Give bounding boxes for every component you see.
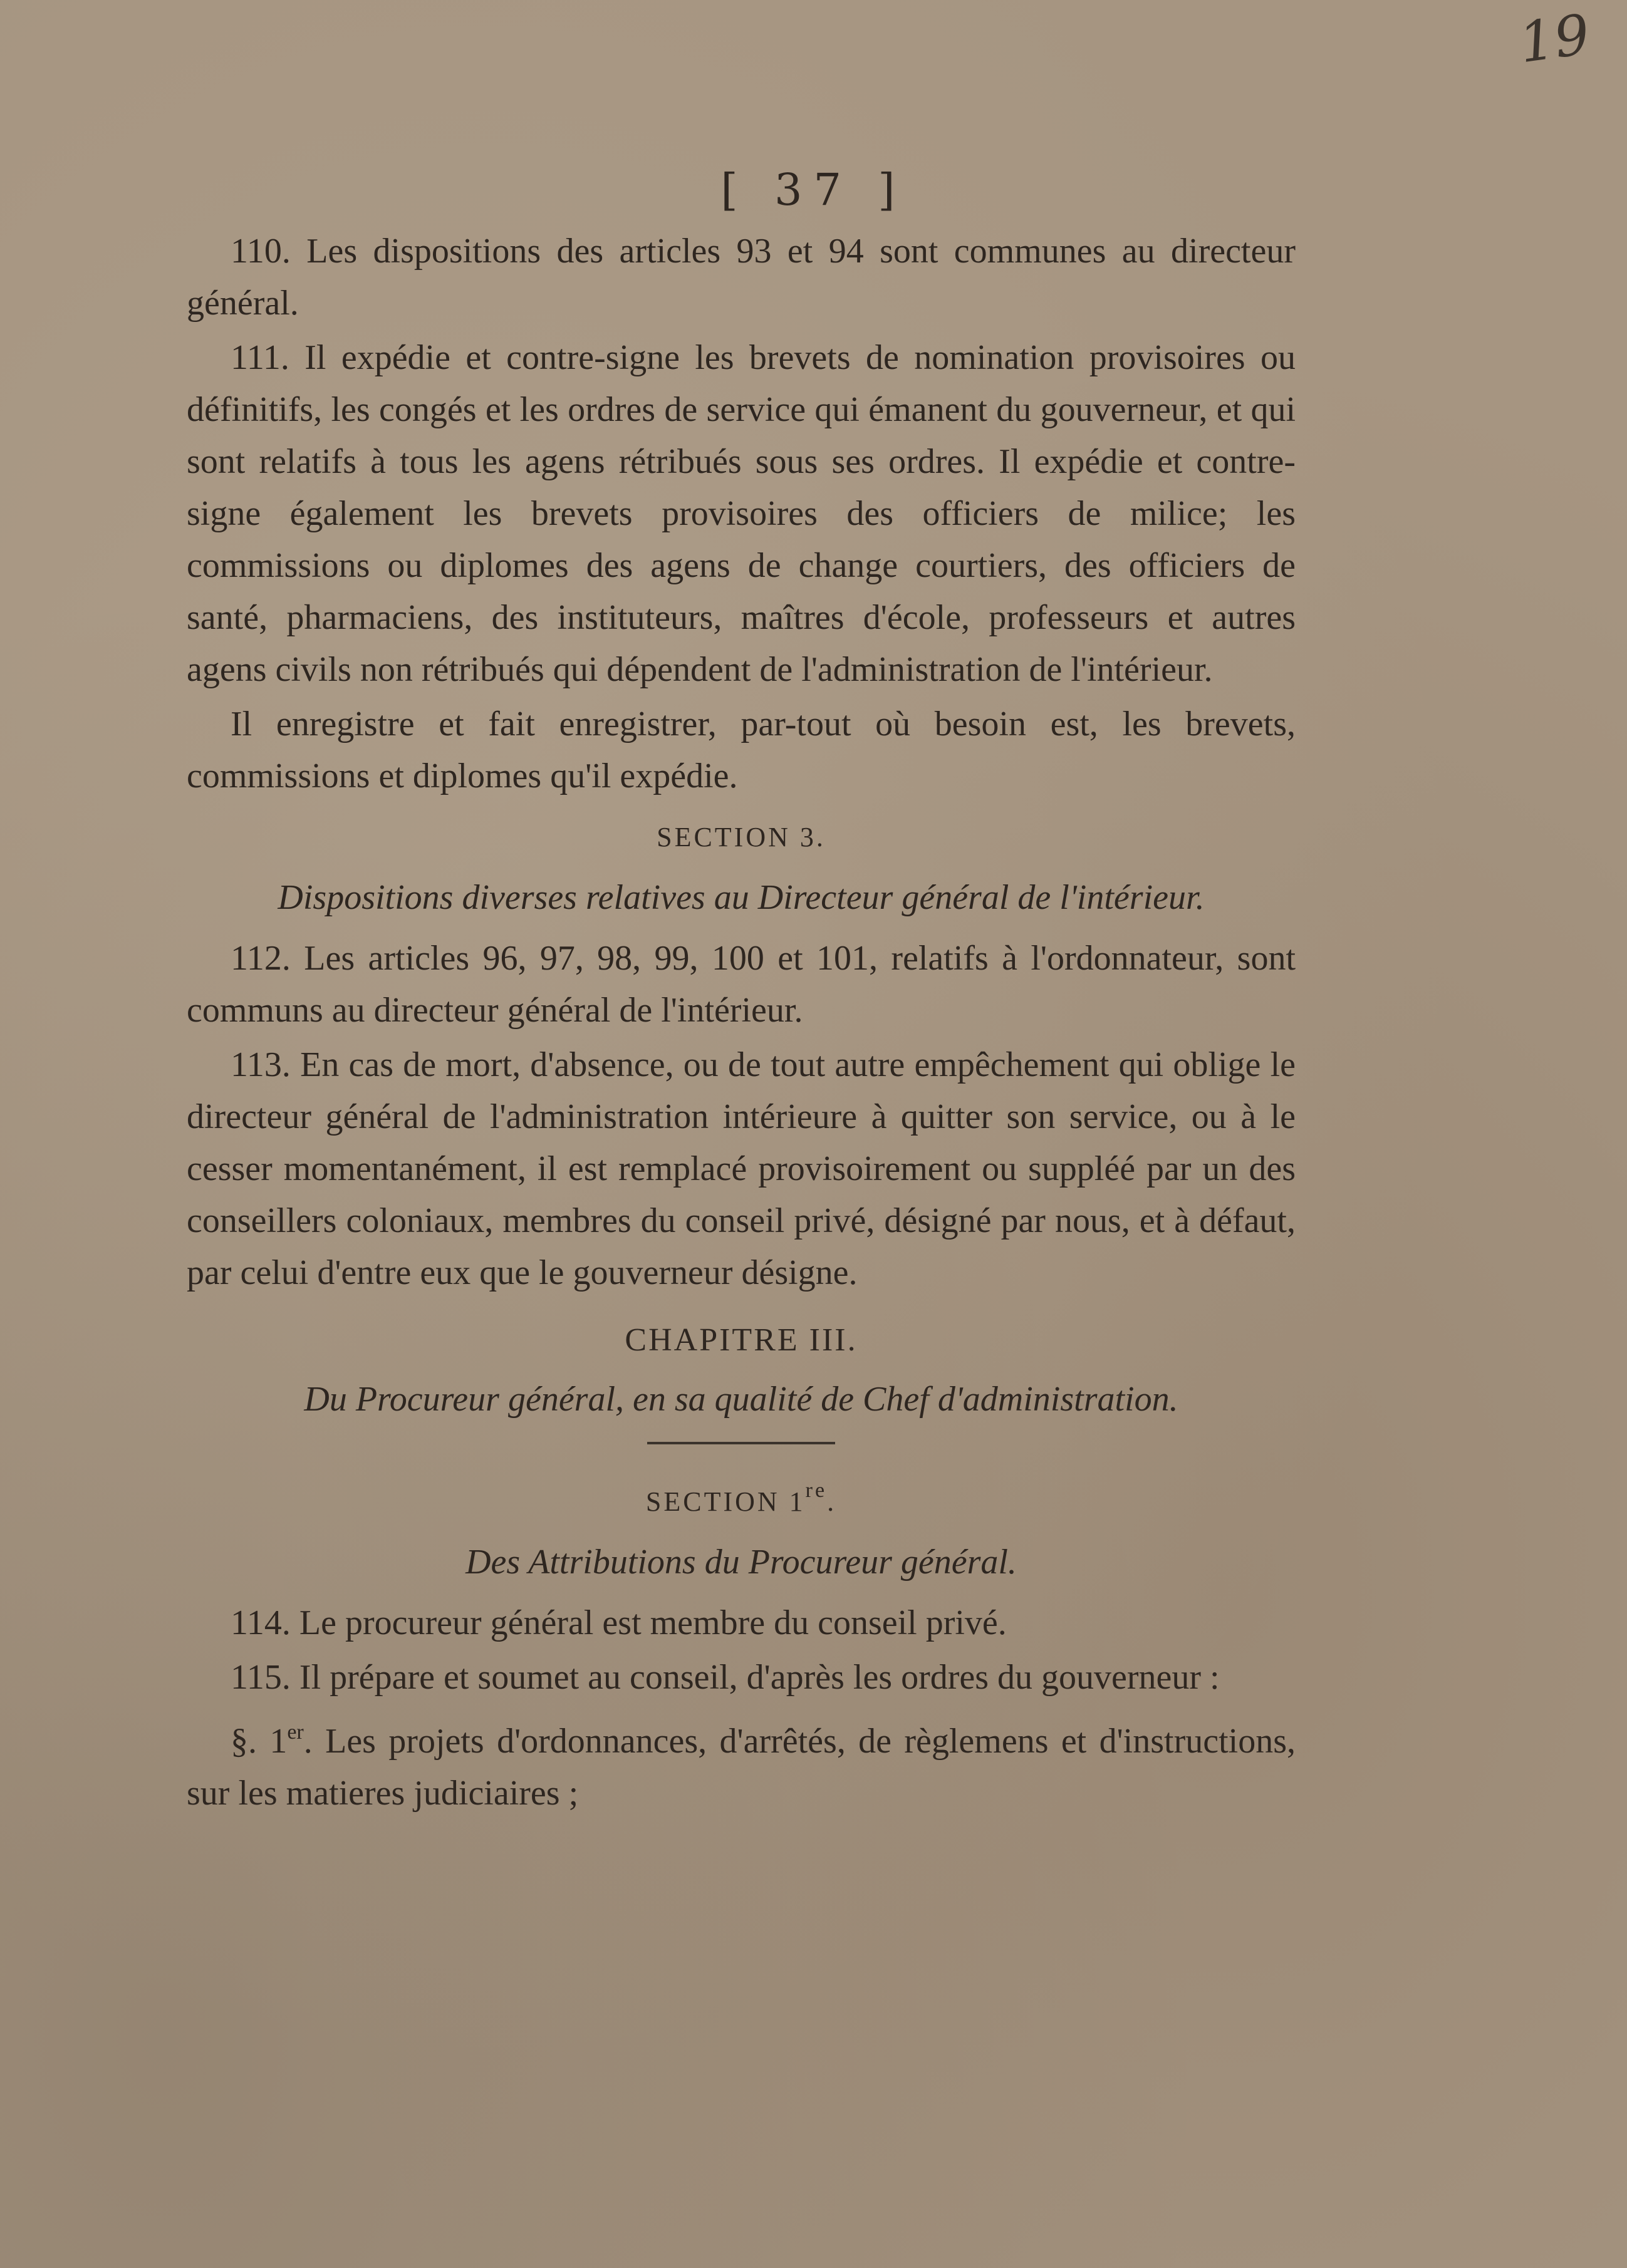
article-111-b: Il enregistre et fait enregistrer, par-tout où besoin est, les brevets, commissions et diplomes qu'il expédie. bbox=[187, 705, 1296, 795]
section-1-sup: re bbox=[805, 1479, 828, 1502]
body-text bbox=[187, 225, 1296, 1822]
section-3-heading: SECTION 3. bbox=[657, 822, 826, 852]
section-1-label: SECTION 1 bbox=[645, 1486, 806, 1517]
folio-mark: 19 bbox=[1515, 1, 1594, 76]
chapter-heading: CHAPITRE III. bbox=[625, 1322, 858, 1358]
article-112: 112. Les articles 96, 97, 98, 99, 100 et 101, relatifs à l'ordonnateur, sont communs au directeur général de l'intérieur. bbox=[187, 939, 1296, 1030]
chapter-title: Du Procureur général, en sa qualité de Chef d'administration. bbox=[304, 1380, 1178, 1419]
article-113: 113. En cas de mort, d'absence, ou de tout autre empêchement qui oblige le directeur général de l'administration intérieure à quitter son service, ou à le cesser momentanément, il est remplacé provisoirement ou suppléé par un des conseillers coloniaux, membres du conseil privé, désigné par nous, et à défaut, par celui d'entre eux que le gouverneur désigne. bbox=[187, 1045, 1296, 1292]
section-3-title: Dispositions diverses relatives au Directeur général de l'intérieur. bbox=[278, 878, 1205, 917]
article-110: 110. Les dispositions des articles 93 et 94 sont communes au directeur général. bbox=[187, 232, 1296, 323]
paragraph-1 bbox=[187, 1706, 1296, 1820]
page-number: [ 37 ] bbox=[720, 164, 907, 215]
paragraph-1-sup: er bbox=[287, 1721, 304, 1744]
section-1-title: Des Attributions du Procureur général. bbox=[465, 1543, 1017, 1582]
article-115: 115. Il prépare et soumet au conseil, d'après les ordres du gouverneur : bbox=[231, 1658, 1220, 1697]
section-1-heading: SECTION 1re. bbox=[645, 1479, 837, 1517]
article-111: 111. Il expédie et contre-signe les brevets de nomination provisoires ou définitifs, les congés et les ordres de service qui émanent du gouverneur, et qui sont relatifs à tous les agens rétribués sous ses ordres. Il expédie et contre-signe également les brevets provisoires des officiers de milice; les commissions ou diplomes des agens de change courtiers, des officiers de santé, pharmaciens, des instituteurs, maîtres d'école, professeurs et autres agens civils non rétribués qui dépendent de l'administration de l'intérieur. bbox=[187, 338, 1296, 689]
divider bbox=[647, 1442, 835, 1444]
article-114: 114. Le procureur général est membre du conseil privé. bbox=[231, 1603, 1007, 1642]
paragraph-1-text: . Les projets d'ordonnances, d'arrêtés, de règlemens et d'instructions, sur les matieres judiciaires ; bbox=[187, 1722, 1296, 1813]
paragraph-1-label: §. 1 bbox=[231, 1722, 288, 1761]
